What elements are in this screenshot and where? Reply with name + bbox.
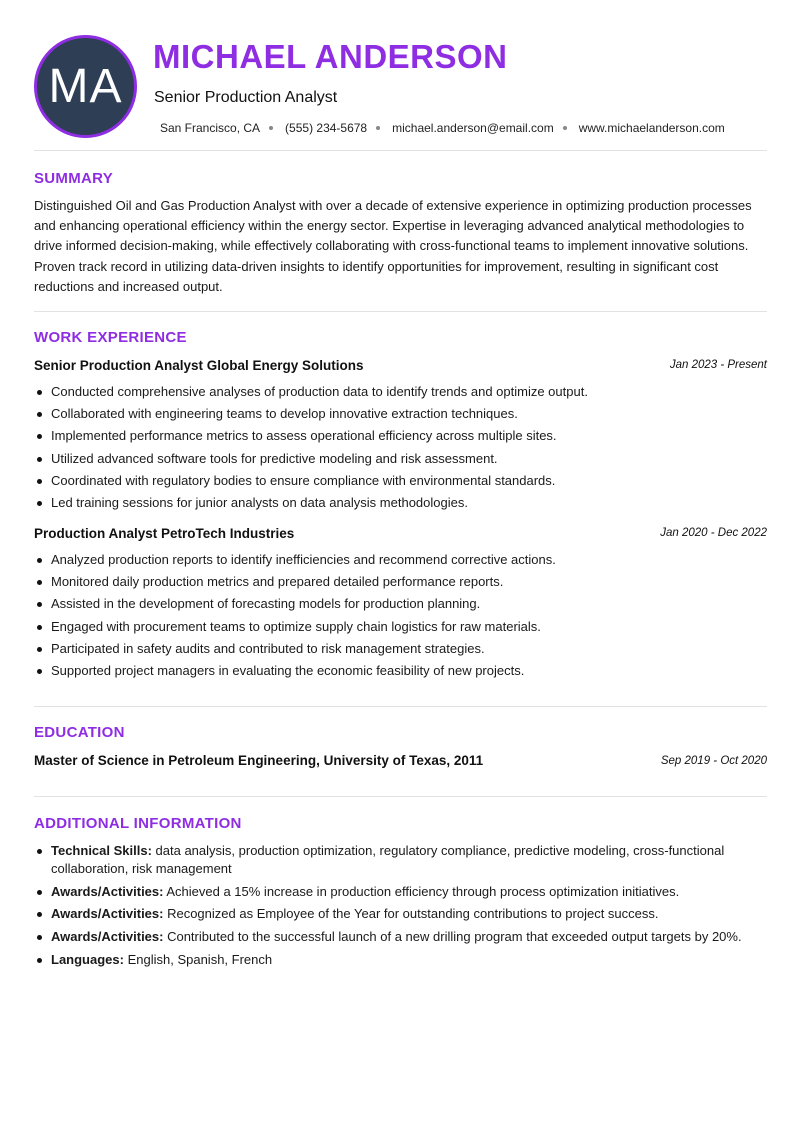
summary-heading: SUMMARY: [34, 170, 114, 187]
list-item: Monitored daily production metrics and prepared detailed performance reports.: [34, 573, 767, 591]
contact-location: San Francisco, CA: [160, 121, 261, 135]
separator-dot-icon: [376, 126, 380, 130]
education-degree: Master of Science in Petroleum Engineering, University of Texas, 2011: [34, 753, 484, 768]
list-item: [34, 928, 767, 946]
info-text: Contributed to the successful launch of a new drilling program that exceeded output targets by 20%.: [163, 928, 742, 944]
list-item: Collaborated with engineering teams to develop innovative extraction techniques.: [34, 405, 767, 423]
contact-email-link[interactable]: michael.anderson@email.com: [392, 121, 554, 135]
contact-phone: (555) 234-5678: [285, 121, 368, 135]
section-divider: [34, 706, 767, 707]
contact-website-link[interactable]: www.michaelanderson.com: [578, 121, 725, 135]
job-role: Senior Production Analyst Global Energy Solutions: [34, 358, 364, 373]
info-text: Recognized as Employee of the Year for outstanding contributions to project success.: [163, 906, 659, 921]
job-bullet-list: [34, 383, 767, 516]
list-item: Assisted in the development of forecasting models for production planning.: [34, 595, 767, 613]
info-label: Awards/Activities:: [51, 928, 164, 944]
info-label: Technical Skills:: [51, 843, 152, 858]
section-divider: [34, 150, 767, 151]
list-item: Supported project managers in evaluating the economic feasibility of new projects.: [34, 662, 767, 680]
education-heading: EDUCATION: [34, 724, 125, 741]
job-role: Production Analyst PetroTech Industries: [34, 526, 295, 541]
list-item: [34, 842, 767, 878]
section-divider: [34, 311, 767, 312]
job-header: [34, 358, 767, 378]
info-text: data analysis, production optimization, regulatory compliance, predictive modeling, cross-functional collaboration, risk management: [51, 843, 725, 876]
section-divider: [34, 796, 767, 797]
education-entry: [34, 753, 767, 773]
additional-info-heading: ADDITIONAL INFORMATION: [34, 815, 242, 832]
separator-dot-icon: [269, 126, 273, 130]
list-item: Conducted comprehensive analyses of production data to identify trends and optimize output.: [34, 383, 767, 401]
info-label: Languages:: [51, 951, 124, 967]
separator-dot-icon: [563, 126, 567, 130]
list-item: Implemented performance metrics to assess operational efficiency across multiple sites.: [34, 427, 767, 445]
job-dates: Jan 2023 - Present: [669, 359, 767, 371]
info-label: Awards/Activities:: [51, 883, 164, 899]
list-item: Led training sessions for junior analysts on data analysis methodologies.: [34, 494, 767, 512]
candidate-name: MICHAEL ANDERSON: [153, 38, 508, 75]
summary-text: Distinguished Oil and Gas Production Analyst with over a decade of extensive experience in optimizing production processes and enhancing operational efficiency within the energy sector. Expertise in leveraging advanced analytical methodologies to drive informed decision-making, while effectively collaborating with cross-functional teams to implement innovative solutions. Proven track record in utilizing data-driven insights to identify opportunities for improvement, resulting in significant cost reductions and increased output.: [34, 198, 752, 294]
work-experience-heading: WORK EXPERIENCE: [34, 329, 187, 346]
candidate-title: Senior Production Analyst: [154, 89, 338, 106]
info-text: English, Spanish, French: [123, 951, 273, 967]
list-item: Participated in safety audits and contributed to risk management strategies.: [34, 640, 767, 658]
additional-info-list: [34, 842, 767, 973]
education-dates: Sep 2019 - Oct 2020: [660, 755, 767, 767]
job-dates: Jan 2020 - Dec 2022: [660, 527, 767, 539]
avatar: [34, 35, 137, 138]
job-header: [34, 526, 767, 546]
list-item: [34, 905, 767, 923]
list-item: Utilized advanced software tools for predictive modeling and risk assessment.: [34, 450, 767, 468]
info-label: Awards/Activities:: [51, 906, 164, 921]
list-item: Analyzed production reports to identify inefficiencies and recommend corrective actions.: [34, 551, 767, 569]
job-bullet-list: [34, 551, 767, 684]
list-item: [34, 951, 767, 969]
list-item: Engaged with procurement teams to optimize supply chain logistics for raw materials.: [34, 618, 767, 636]
list-item: Coordinated with regulatory bodies to ensure compliance with environmental standards.: [34, 472, 767, 490]
contact-bar: [160, 121, 725, 135]
info-text: Achieved a 15% increase in production efficiency through process optimization initiatives.: [163, 883, 680, 899]
list-item: [34, 883, 767, 901]
avatar-initials: MA: [48, 60, 123, 113]
